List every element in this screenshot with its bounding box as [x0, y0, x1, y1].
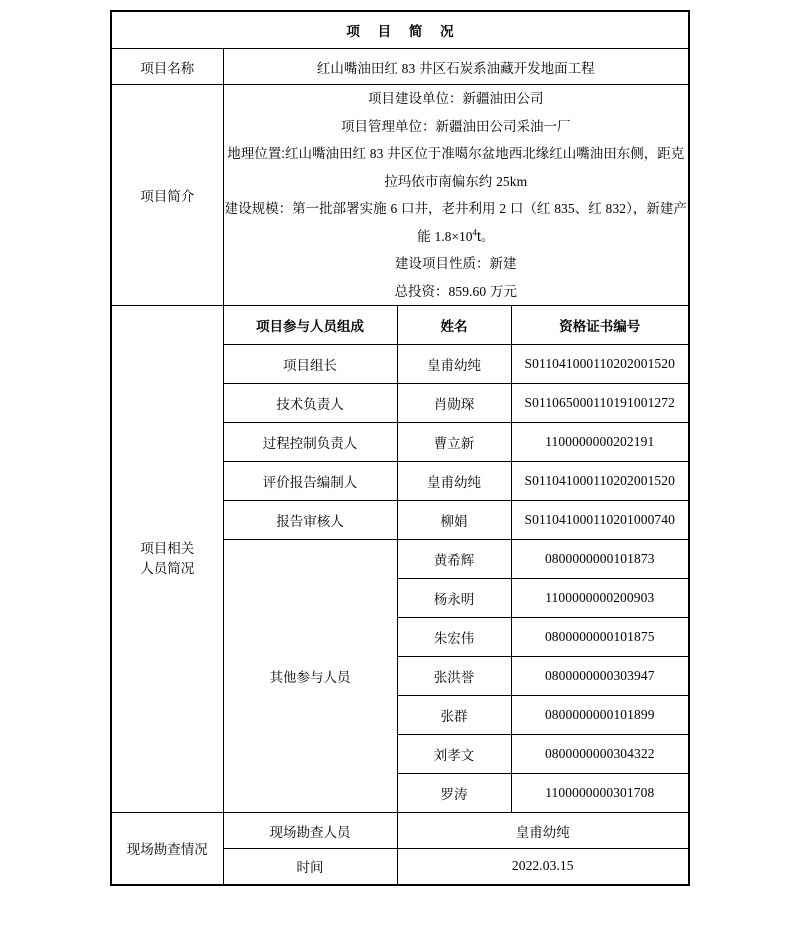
survey-time-value: 2022.03.15	[397, 849, 689, 885]
intro-line-1-text: 项目管理单位：新疆油田公司采油一厂	[341, 118, 571, 134]
intro-line-3-num-c: 835	[554, 201, 575, 216]
personnel-name: 刘孝文	[397, 735, 511, 774]
intro-line-3-text-c: 口（红	[506, 201, 555, 216]
project-intro-content	[223, 85, 689, 306]
personnel-name: 张洪誉	[397, 657, 511, 696]
personnel-certificate: 0800000000101875	[511, 618, 689, 657]
intro-line-3-exponent: 4	[472, 227, 477, 237]
personnel-role: 技术负责人	[223, 384, 397, 423]
intro-line-manage-unit	[224, 113, 689, 141]
intro-line-0-text: 项目建设单位：新疆油田公司	[368, 91, 544, 106]
personnel-name: 皇甫幼纯	[397, 462, 511, 501]
personnel-name: 柳娟	[397, 501, 511, 540]
personnel-name: 曹立新	[397, 423, 511, 462]
project-name-text-post: 井区石炭系油藏开发地面工程	[415, 60, 595, 76]
intro-line-scale	[224, 195, 689, 250]
project-name-number: 83	[401, 60, 416, 76]
intro-line-3-text-d: 、红	[574, 201, 606, 216]
personnel-name: 皇甫幼纯	[397, 345, 511, 384]
intro-line-3-num-e: 1.8×10	[434, 228, 473, 244]
intro-line-4-text: 建设项目性质：新建	[395, 256, 517, 271]
project-name-label: 项目名称	[111, 49, 223, 85]
project-name-text-pre: 红山嘴油田红	[316, 60, 402, 76]
personnel-name: 黄希辉	[397, 540, 511, 579]
intro-line-nature	[224, 250, 689, 278]
intro-line-build-unit	[224, 85, 689, 113]
intro-line-2-num-b: 25km	[496, 173, 528, 189]
personnel-name: 杨永明	[397, 579, 511, 618]
survey-time-label: 时间	[223, 849, 397, 885]
personnel-certificate: S011065000110191001272	[511, 384, 689, 423]
personnel-role: 评价报告编制人	[223, 462, 397, 501]
intro-line-3-num-b: 2	[499, 201, 507, 216]
intro-line-3-num-a: 6	[390, 201, 398, 216]
project-summary-table	[110, 10, 690, 886]
personnel-name: 张群	[397, 696, 511, 735]
table-row-project-intro	[111, 85, 689, 306]
column-header-certificate: 资格证书编号	[511, 306, 689, 345]
personnel-certificate: 0800000000101899	[511, 696, 689, 735]
intro-line-2-text-a: 地理位置:红山嘴油田红	[227, 146, 370, 161]
personnel-certificate: 0800000000303947	[511, 657, 689, 696]
survey-personnel-label: 现场勘查人员	[223, 813, 397, 849]
intro-line-3-text-b: 口井，老井利用	[397, 201, 500, 216]
intro-line-5-text-b: 万元	[486, 283, 517, 299]
personnel-certificate: 1100000000202191	[511, 423, 689, 462]
survey-section-label: 现场勘查情况	[111, 813, 223, 885]
personnel-role-other: 其他参与人员	[223, 540, 397, 813]
personnel-name: 肖勋琛	[397, 384, 511, 423]
project-intro-label: 项目简介	[111, 85, 223, 306]
intro-line-5-text-a: 总投资：	[394, 283, 449, 299]
personnel-role: 过程控制负责人	[223, 423, 397, 462]
personnel-certificate: S011041000110202001520	[511, 462, 689, 501]
personnel-certificate: 0800000000304322	[511, 735, 689, 774]
survey-personnel-value: 皇甫幼纯	[397, 813, 689, 849]
page-title: 项 目 简 况	[111, 11, 689, 49]
table-row-project-name	[111, 49, 689, 85]
personnel-name: 朱宏伟	[397, 618, 511, 657]
personnel-name: 罗涛	[397, 774, 511, 813]
personnel-role: 报告审核人	[223, 501, 397, 540]
personnel-certificate: 1100000000301708	[511, 774, 689, 813]
personnel-certificate: 0800000000101873	[511, 540, 689, 579]
column-header-name: 姓名	[397, 306, 511, 345]
table-row-survey-personnel	[111, 813, 689, 849]
intro-line-3-num-d: 832	[605, 201, 627, 216]
intro-line-2-num-a: 83	[369, 146, 384, 161]
intro-line-3-capacity	[435, 229, 478, 244]
intro-line-3-text-e: ），新建产能	[417, 201, 687, 244]
column-header-role: 项目参与人员组成	[223, 306, 397, 345]
intro-line-5-num: 859.60	[448, 283, 487, 299]
intro-line-investment	[224, 278, 689, 306]
personnel-section-label-line2: 人员简况	[140, 561, 195, 576]
personnel-role: 项目组长	[223, 345, 397, 384]
intro-line-2-text-b: 井区位于准噶尔盆地西北缘红山嘴油田东侧，距克拉玛依市南偏东约	[383, 146, 685, 189]
personnel-certificate: S011041000110202001520	[511, 345, 689, 384]
personnel-certificate: S011041000110201000740	[511, 501, 689, 540]
project-name-value	[223, 49, 689, 85]
personnel-certificate: 1100000000200903	[511, 579, 689, 618]
personnel-section-label	[111, 306, 223, 813]
table-row-title	[111, 11, 689, 49]
intro-line-location	[224, 140, 689, 195]
intro-line-3-text-a: 建设规模：第一批部署实施	[224, 201, 391, 216]
table-row-personnel-header	[111, 306, 689, 345]
personnel-section-label-line1: 项目相关	[140, 541, 195, 556]
intro-line-3-text-f: t。	[477, 228, 495, 244]
